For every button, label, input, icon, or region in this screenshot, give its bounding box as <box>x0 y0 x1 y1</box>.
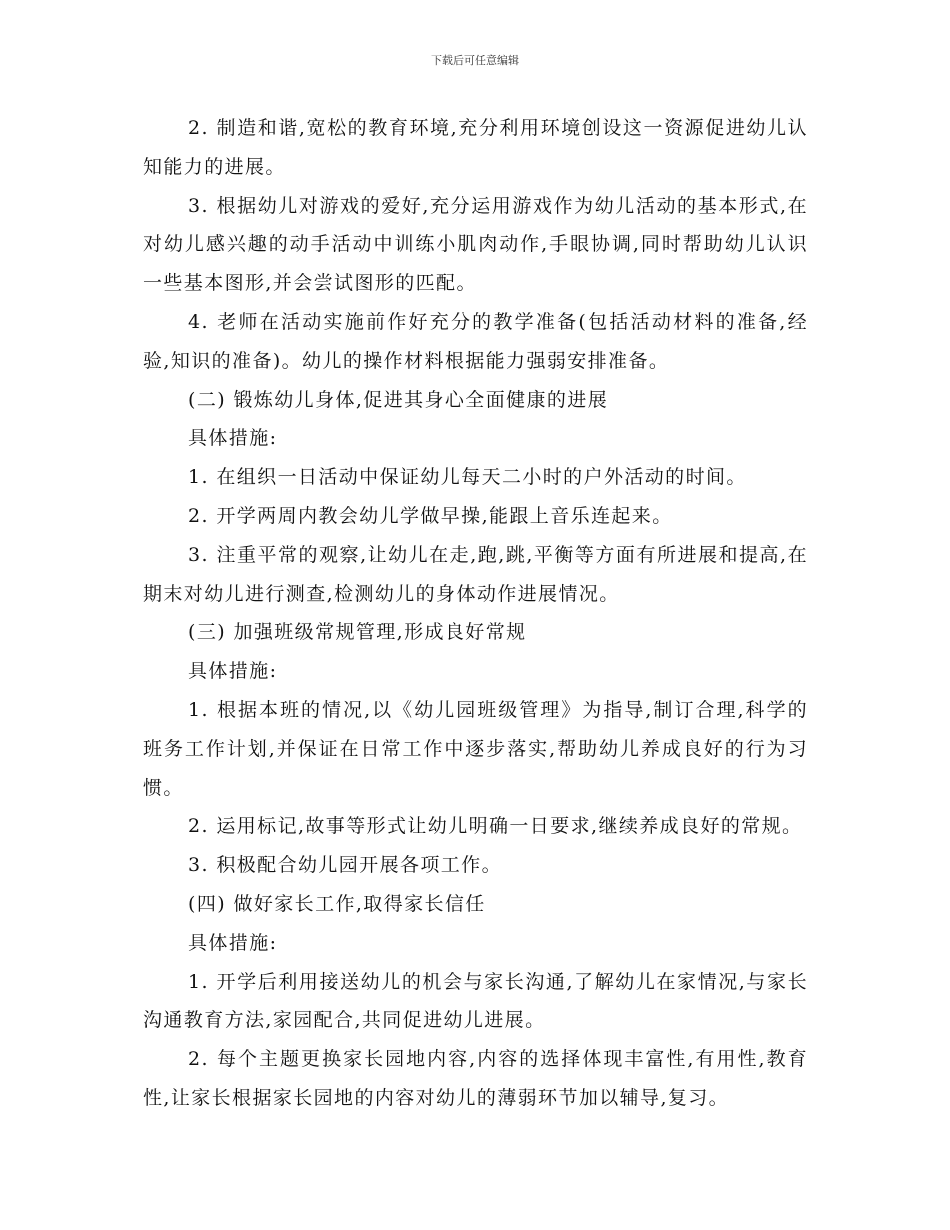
paragraph: 2. 开学两周内教会幼儿学做早操,能跟上音乐连起来。 <box>188 504 673 527</box>
paragraph: 3. 注重平常的观察,让幼儿在走,跑,跳,平衡等方面有所进展和提高,在期末对幼儿进行测查,检测幼儿的身体动作进展情况。 <box>143 543 808 605</box>
paragraph: 1. 根据本班的情况,以《幼儿园班级管理》为指导,制订合理,科学的班务工作计划,并保证在日常工作中逐步落实,帮助幼儿养成良好的行为习惯。 <box>143 698 808 799</box>
paragraph: 1. 在组织一日活动中保证幼儿每天二小时的户外活动的时间。 <box>188 466 747 489</box>
paragraph: 3. 积极配合幼儿园开展各项工作。 <box>188 854 502 877</box>
paragraph: 4. 老师在活动实施前作好充分的教学准备(包括活动材料的准备,经验,知识的准备)。幼儿的操作材料根据能力强弱安排准备。 <box>143 310 808 372</box>
page-header: 下载后可任意编辑 <box>431 54 519 67</box>
document-body <box>143 109 808 1118</box>
section-heading: (二) 锻炼幼儿身体,促进其身心全面健康的进展 <box>188 388 609 411</box>
section-heading: (三) 加强班级常规管理,形成良好常规 <box>188 621 527 644</box>
paragraph: 2. 运用标记,故事等形式让幼儿明确一日要求,继续养成良好的常规。 <box>188 815 803 838</box>
measures-label: 具体措施: <box>188 931 278 954</box>
measures-label: 具体措施: <box>188 660 278 683</box>
paragraph: 3. 根据幼儿对游戏的爱好,充分运用游戏作为幼儿活动的基本形式,在对幼儿感兴趣的动手活动中训练小肌肉动作,手眼协调,同时帮助幼儿认识一些基本图形,并会尝试图形的匹配。 <box>143 194 808 295</box>
paragraph: 2. 每个主题更换家长园地内容,内容的选择体现丰富性,有用性,教育性,让家长根据家长园地的内容对幼儿的薄弱环节加以辅导,复习。 <box>143 1048 808 1109</box>
paragraph: 2. 制造和谐,宽松的教育环境,充分利用环境创设这一资源促进幼儿认知能力的进展。 <box>143 117 808 178</box>
section-heading: (四) 做好家长工作,取得家长信任 <box>188 892 486 915</box>
measures-label: 具体措施: <box>188 427 278 450</box>
paragraph: 1. 开学后利用接送幼儿的机会与家长沟通,了解幼儿在家情况,与家长沟通教育方法,家园配合,共同促进幼儿进展。 <box>143 970 808 1032</box>
